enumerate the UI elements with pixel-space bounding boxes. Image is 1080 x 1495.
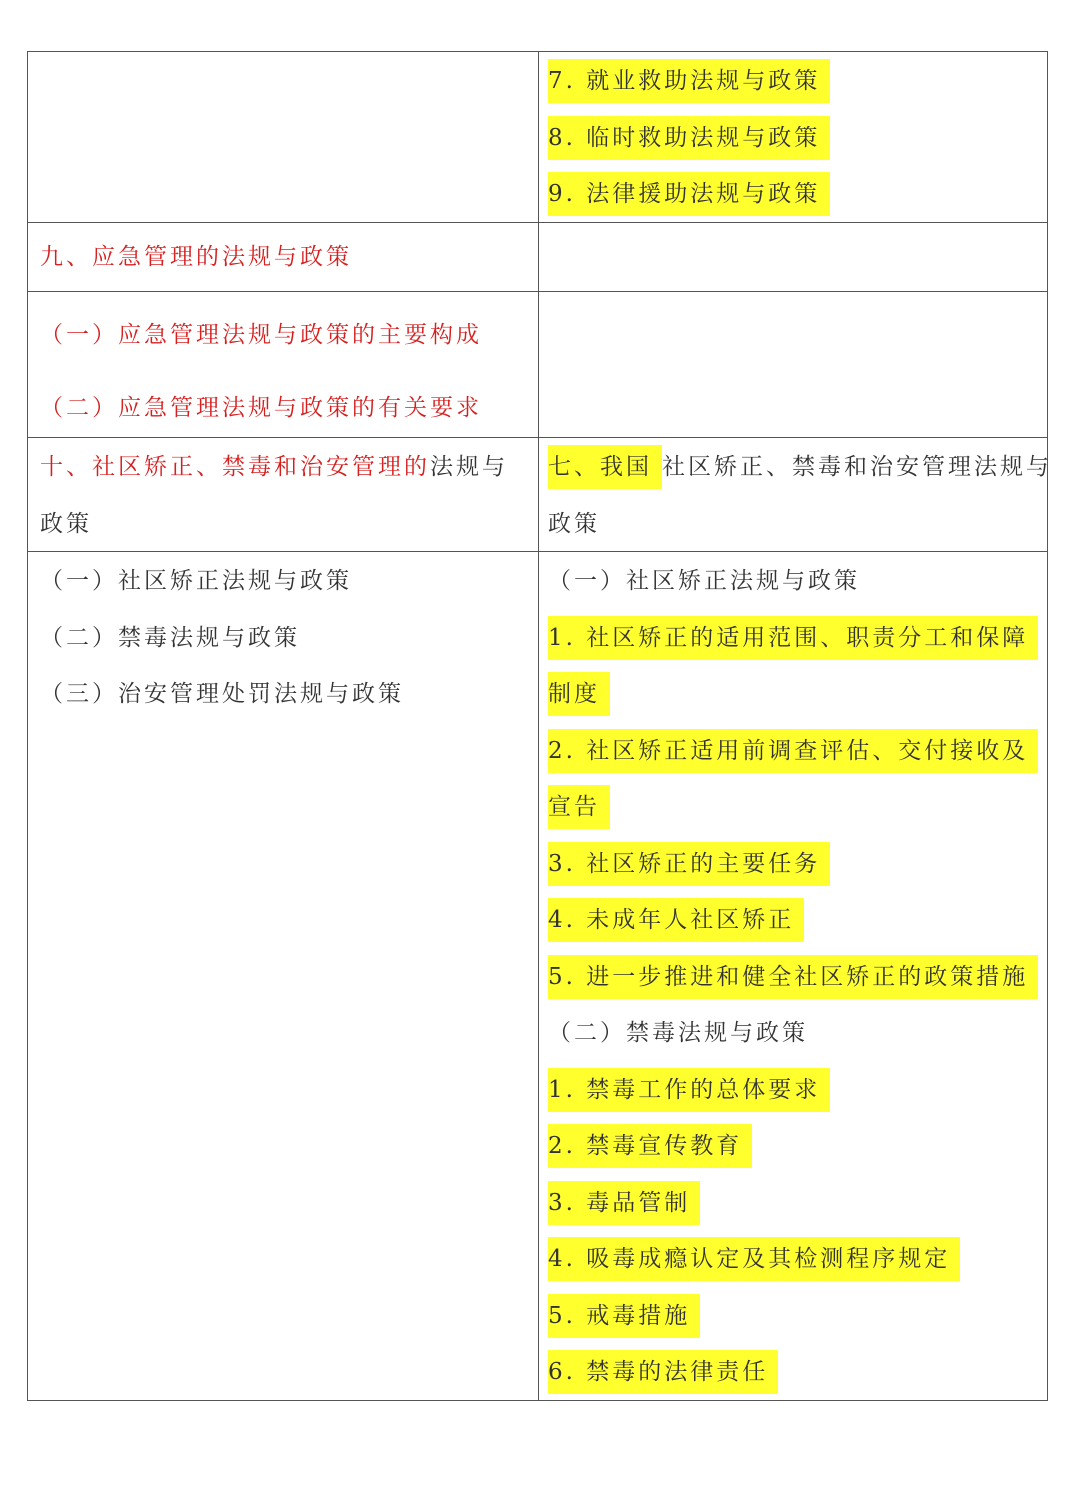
list-item: 4. 吸毒成瘾认定及其检测程序规定 [548, 1237, 960, 1281]
list-item: （二）禁毒法规与政策 [40, 624, 300, 651]
heading-part: 法规与 [430, 454, 508, 480]
row4-right-cell [548, 439, 1052, 552]
heading-part: 七、我国 [548, 445, 662, 489]
subsection-heading: （二）应急管理法规与政策的有关要求 [40, 394, 482, 421]
row5-right-cell [548, 553, 1042, 1401]
list-item: 4. 未成年人社区矫正 [548, 898, 804, 942]
row4-left-cell [40, 439, 528, 552]
list-item: 9. 法律援助法规与政策 [548, 172, 830, 216]
subsection-heading: （一）社区矫正法规与政策 [548, 568, 860, 594]
row5-left-cell [40, 553, 528, 723]
section-heading-10 [40, 439, 528, 496]
row-divider [27, 291, 1048, 292]
row1-right-cell [548, 53, 1042, 223]
row3-left-cell [40, 307, 528, 436]
list-item: 1. 社区矫正的适用范围、职责分工和保障制度 [548, 616, 1038, 717]
list-item: 3. 社区矫正的主要任务 [548, 842, 830, 886]
heading-part: 的 [404, 454, 430, 480]
row-divider [27, 437, 1048, 438]
list-item: 5. 戒毒措施 [548, 1294, 700, 1338]
list-item: 7. 就业救助法规与政策 [548, 59, 830, 103]
heading-part: 社区矫正、禁毒和治安管理法规与 [662, 454, 1052, 480]
list-item: 8. 临时救助法规与政策 [548, 116, 830, 160]
list-item: 3. 毒品管制 [548, 1181, 700, 1225]
section-heading-7 [548, 439, 1052, 496]
list-item: （三）治安管理处罚法规与政策 [40, 681, 404, 707]
row2-left-cell [40, 229, 528, 286]
list-item: 2. 社区矫正适用前调查评估、交付接收及宣告 [548, 729, 1038, 830]
list-item: 6. 禁毒的法律责任 [548, 1350, 778, 1394]
list-item: 2. 禁毒宣传教育 [548, 1124, 752, 1168]
column-divider [538, 51, 539, 1401]
heading-continuation: 政策 [548, 510, 600, 537]
list-item: （一）社区矫正法规与政策 [40, 568, 352, 594]
subsection-heading: （一）应急管理法规与政策的主要构成 [40, 322, 482, 348]
section-heading-9: 九、应急管理的法规与政策 [40, 244, 352, 270]
subsection-heading: （二）禁毒法规与政策 [548, 1020, 808, 1046]
list-item: 1. 禁毒工作的总体要求 [548, 1068, 830, 1112]
comparison-table [27, 51, 1052, 1401]
heading-part: 十、社区矫正、禁毒和治安管理 [40, 454, 404, 480]
list-item: 5. 进一步推进和健全社区矫正的政策措施 [548, 955, 1038, 999]
heading-continuation: 政策 [40, 510, 92, 537]
